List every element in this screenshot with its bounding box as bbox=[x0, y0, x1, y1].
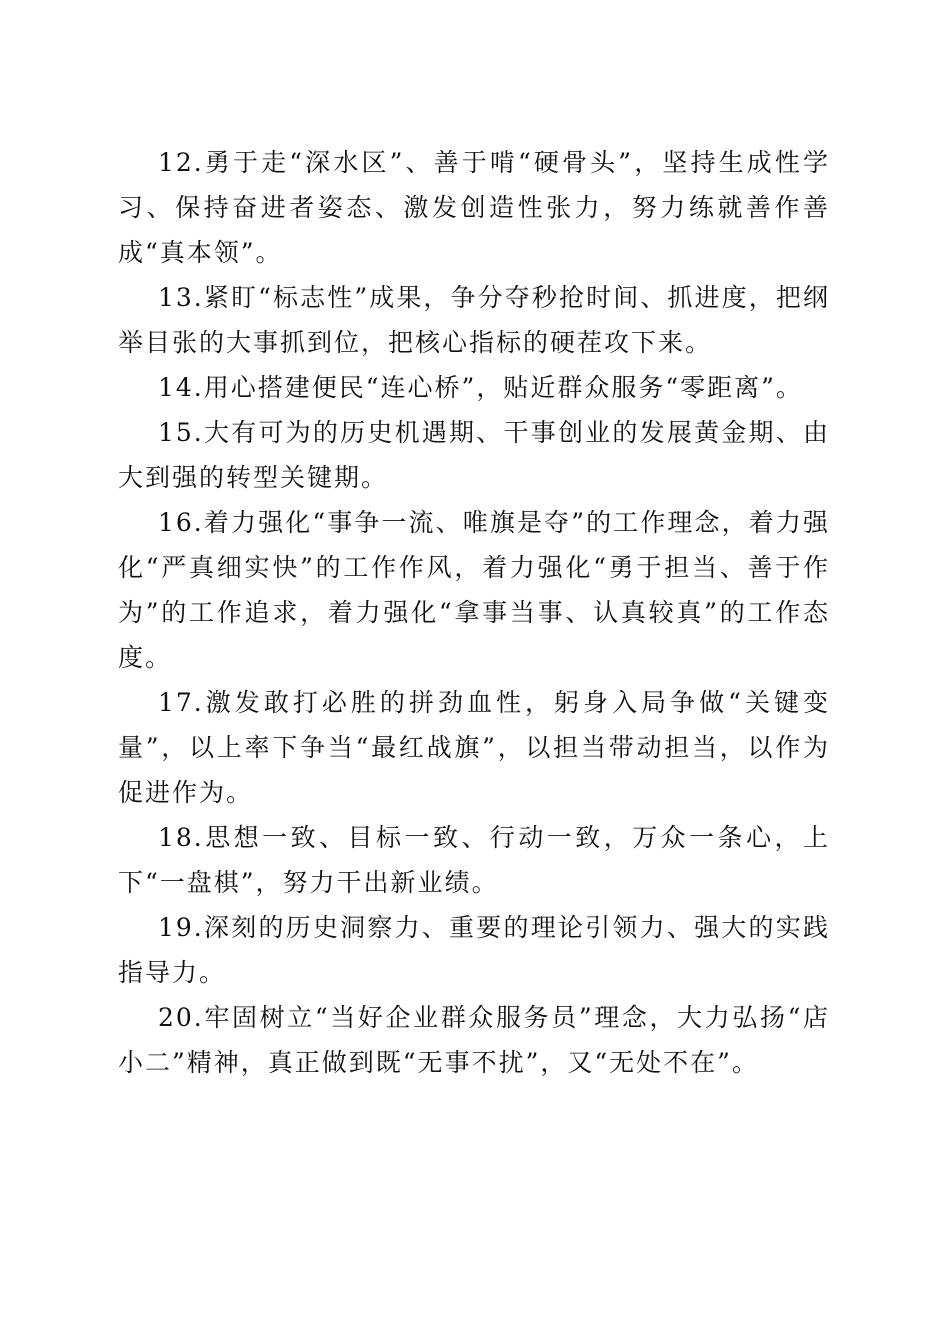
paragraph-16: 16.着力强化“事争一流、唯旗是夺”的工作理念，着力强化“严真细实快”的工作作风，着力强化“勇于担当、善于作为”的工作追求，着力强化“拿事当事、认真较真”的工作态度。 bbox=[118, 508, 830, 672]
paragraph-15: 15.大有可为的历史机遇期、干事创业的发展黄金期、由大到强的转型关键期。 bbox=[118, 418, 830, 492]
paragraph-20: 20.牢固树立“当好企业群众服务员”理念，大力弘扬“店小二”精神，真正做到既“无事不扰”，又“无处不在”。 bbox=[118, 1003, 830, 1077]
paragraph-12: 12.勇于走“深水区”、善于啃“硬骨头”，坚持生成性学习、保持奋进者姿态、激发创造性张力，努力练就善作善成“真本领”。 bbox=[118, 148, 830, 267]
paragraph-18: 18.思想一致、目标一致、行动一致，万众一条心，上下“一盘棋”，努力干出新业绩。 bbox=[118, 823, 830, 897]
document-body bbox=[118, 140, 830, 1085]
paragraph-13: 13.紧盯“标志性”成果，争分夺秒抢时间、抓进度，把纲举目张的大事抓到位，把核心指标的硬茬攻下来。 bbox=[118, 283, 830, 357]
paragraph-17: 17.激发敢打必胜的拼劲血性，躬身入局争做“关键变量”，以上率下争当“最红战旗”，以担当带动担当，以作为促进作为。 bbox=[118, 688, 830, 807]
paragraph-14: 14.用心搭建便民“连心桥”，贴近群众服务“零距离”。 bbox=[158, 373, 803, 402]
paragraph-19: 19.深刻的历史洞察力、重要的理论引领力、强大的实践指导力。 bbox=[118, 913, 830, 987]
